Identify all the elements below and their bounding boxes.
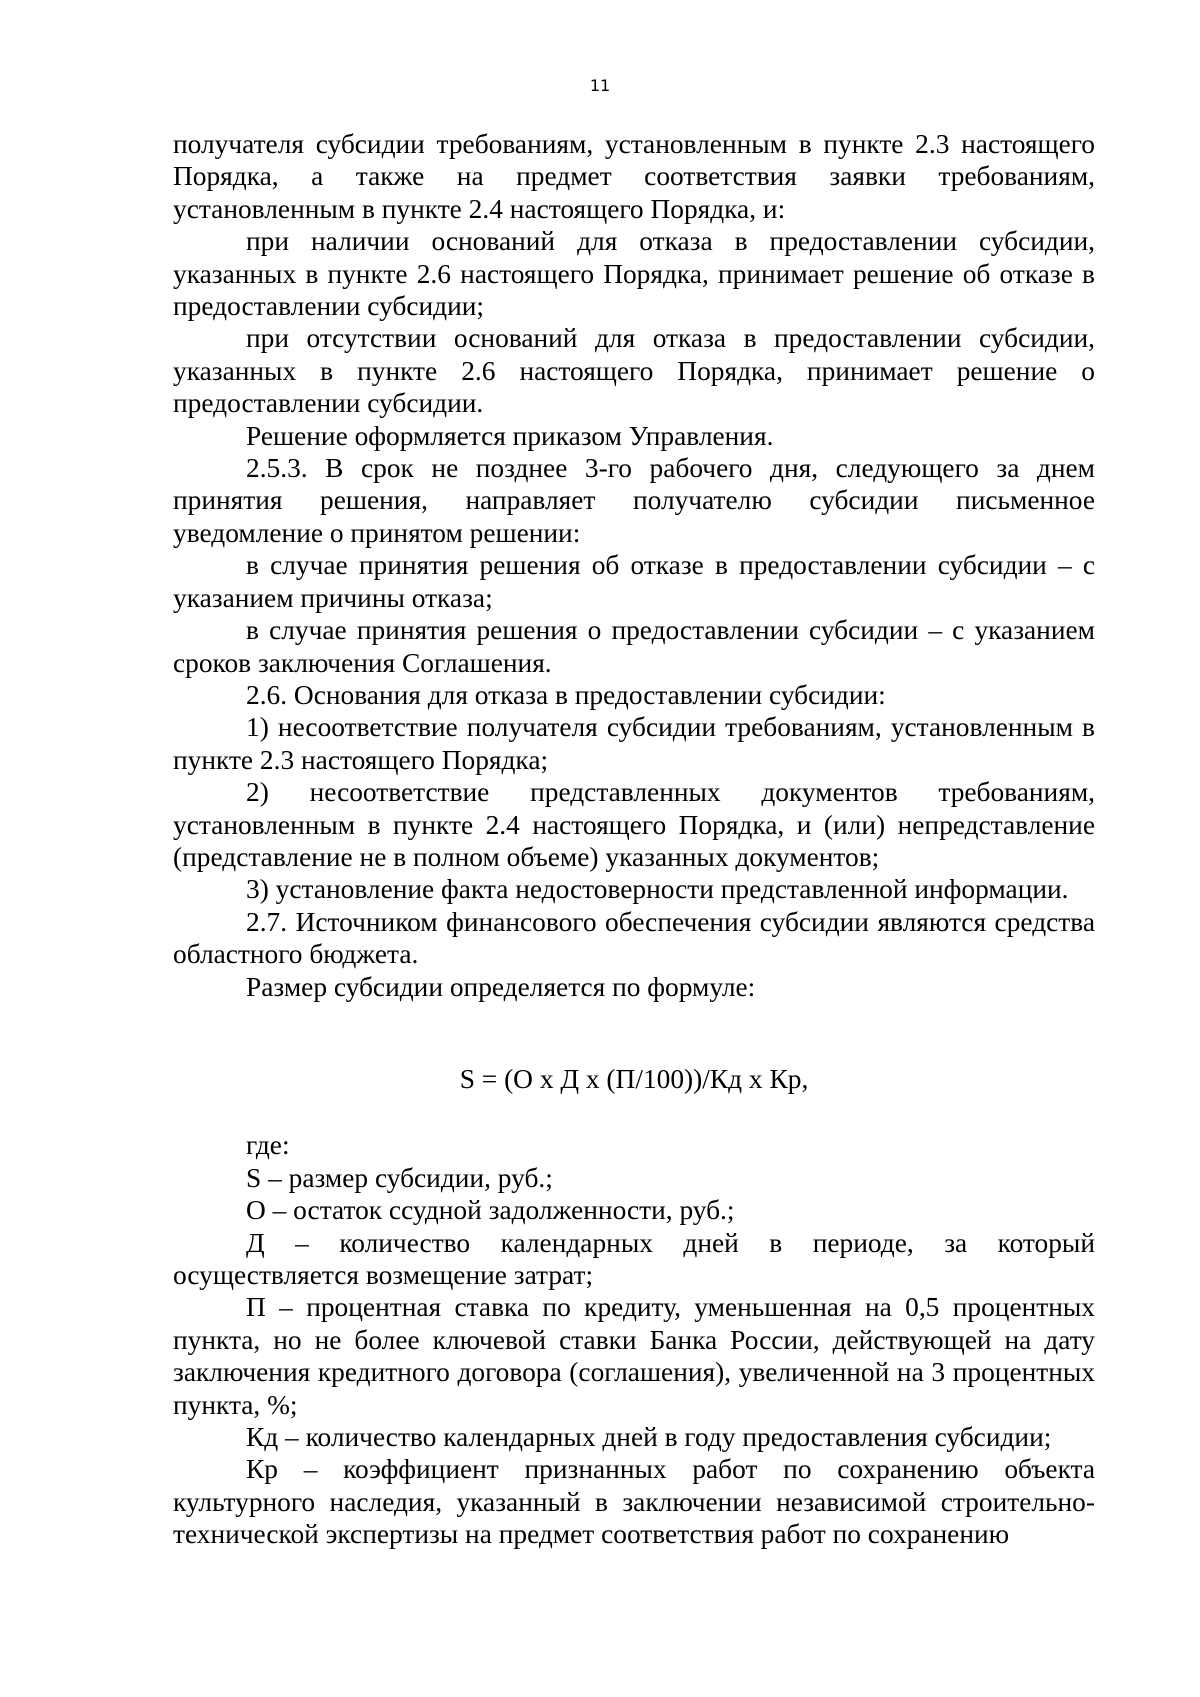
paragraph: Кд – количество календарных дней в году предоставления субсидии; xyxy=(246,1422,1052,1453)
paragraph: Кр – коэффициент признанных работ по сохранению объекта культурного наследия, указанный в заключении независимой строительно-технической экспертизы на предмет соответствия работ по сохранению xyxy=(173,1454,1095,1550)
paragraph: П – процентная ставка по кредиту, уменьшенная на 0,5 процентных пункта, но не более ключевой ставки Банка России, действующей на дату заключения кредитного договора (соглашения), увеличенной на 3 процентных пункта, %; xyxy=(173,1292,1095,1420)
formula: S = (О х Д х (П/100))/Кд х Кр, xyxy=(459,1063,809,1094)
paragraph: 1) несоответствие получателя субсидии требованиям, установленным в пункте 2.3 настоящего Порядка; xyxy=(173,712,1095,775)
paragraph: 2) несоответствие представленных документов требованиям, установленным в пункте 2.4 настоящего Порядка, и (или) непредставление (представление не в полном объеме) указанных документов; xyxy=(173,777,1095,872)
paragraph: Д – количество календарных дней в периоде, за который осуществляется возмещение затрат; xyxy=(173,1227,1095,1290)
paragraph: О – остаток ссудной задолженности, руб.; xyxy=(246,1195,735,1226)
paragraph: при наличии оснований для отказа в предоставлении субсидии, указанных в пункте 2.6 настоящего Порядка, принимает решение об отказе в предоставлении субсидии; xyxy=(173,226,1095,322)
paragraph: при отсутствии оснований для отказа в предоставлении субсидии, указанных в пункте 2.6 настоящего Порядка, принимает решение о предоставлении субсидии. xyxy=(173,323,1095,419)
paragraph: где: xyxy=(246,1130,290,1161)
paragraph: в случае принятия решения о предоставлении субсидии – с указанием сроков заключения Соглашения. xyxy=(173,615,1095,678)
paragraph: 2.5.3. В срок не позднее 3-го рабочего дня, следующего за днем принятия решения, направляет получателю субсидии письменное уведомление о принятом решении: xyxy=(173,453,1095,548)
paragraph: 2.6. Основания для отказа в предоставлении субсидии: xyxy=(246,679,886,710)
paragraphs-bottom xyxy=(173,1129,1095,1550)
paragraph: 2.7. Источником финансового обеспечения субсидии являются средства областного бюджета. xyxy=(173,906,1095,970)
page-number: 11 xyxy=(589,76,611,95)
document-body xyxy=(173,128,1095,1551)
paragraph: получателя субсидии требованиям, установленным в пункте 2.3 настоящего Порядка, а также на предмет соответствия заявки требованиям, установленным в пункте 2.4 настоящего Порядка, и: xyxy=(173,129,1095,224)
paragraph: Размер субсидии определяется по формуле: xyxy=(246,971,756,1002)
paragraph: в случае принятия решения об отказе в предоставлении субсидии – с указанием причины отказа; xyxy=(173,550,1095,613)
paragraph: 3) установление факта недостоверности представленной информации. xyxy=(246,874,1069,905)
paragraph: S – размер субсидии, руб.; xyxy=(246,1162,553,1193)
paragraphs-top xyxy=(173,128,1095,1003)
paragraph: Решение оформляется приказом Управления. xyxy=(246,420,774,451)
